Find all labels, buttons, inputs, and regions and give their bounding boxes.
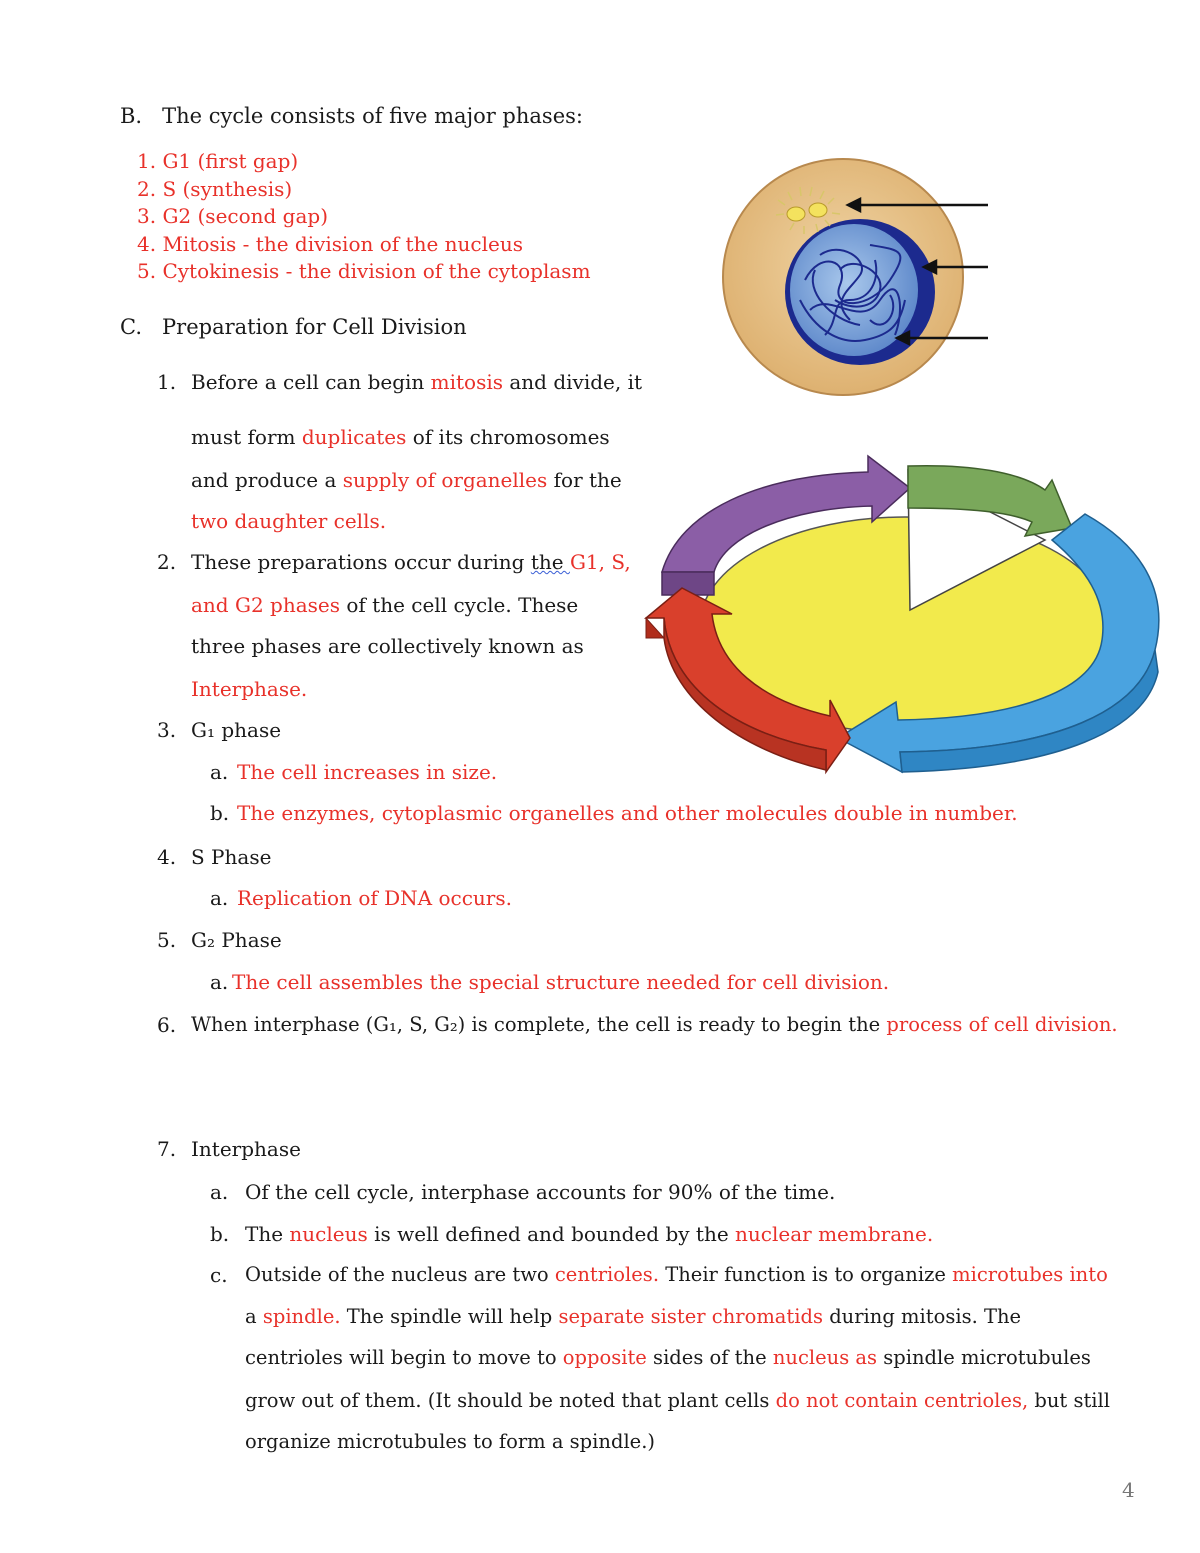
section-b-heading: B. The cycle consists of five major phases: — [120, 104, 583, 128]
item-1-line-2: must form duplicates of its chromosomes — [191, 425, 610, 449]
item-4-number: 4. — [157, 845, 177, 869]
item-2-line-3: three phases are collectively known as — [191, 634, 584, 658]
item-3a-letter: a. — [210, 760, 229, 784]
item-7c-letter: c. — [210, 1263, 228, 1287]
phase-list — [137, 148, 591, 286]
item-1-line-4: two daughter cells. — [191, 509, 387, 533]
item-5a-text: The cell assembles the special structure needed for cell division. — [232, 970, 890, 994]
item-4a-text: Replication of DNA occurs. — [237, 886, 512, 910]
phase-item: 5. Cytokinesis - the division of the cytoplasm — [137, 259, 591, 283]
item-3b-letter: b. — [210, 801, 230, 825]
item-5-title: G₂ Phase — [191, 928, 282, 952]
page-number: 4 — [1122, 1478, 1135, 1502]
item-3b-text: The enzymes, cytoplasmic organelles and other molecules double in number. — [237, 801, 1018, 825]
item-1-line-1: Before a cell can begin mitosis and divide, it — [191, 370, 643, 394]
item-7a-letter: a. — [210, 1180, 229, 1204]
item-7a-text: Of the cell cycle, interphase accounts for 90% of the time. — [245, 1180, 836, 1204]
item-3a-text: The cell increases in size. — [237, 760, 498, 784]
interphase-cell-diagram — [700, 160, 1000, 410]
item-6-number: 6. — [157, 1013, 177, 1037]
cell-cycle-diagram — [640, 450, 1170, 780]
item-2-line-1: These preparations occur during the G1, S, — [191, 550, 631, 574]
item-7-number: 7. — [157, 1137, 177, 1161]
item-7-title: Interphase — [191, 1137, 301, 1161]
phase-item: 4. Mitosis - the division of the nucleus — [137, 231, 523, 256]
section-c-heading: C. Preparation for Cell Division — [120, 315, 467, 339]
item-7c-line-2: a spindle. The spindle will help separate sister chromatids during mitosis. The — [245, 1305, 1022, 1328]
item-2-number: 2. — [157, 550, 177, 574]
item-3-title: G₁ phase — [191, 718, 282, 742]
item-7c-line-1: Outside of the nucleus are two centrioles. Their function is to organize microtubes into — [245, 1263, 1108, 1286]
item-3-number: 3. — [157, 718, 177, 742]
item-4-title: S Phase — [191, 845, 272, 869]
item-1-number: 1. — [157, 370, 177, 394]
item-4a-letter: a. — [210, 886, 229, 910]
item-2-line-2: and G2 phases of the cell cycle. These — [191, 593, 579, 617]
item-6-text: When interphase (G₁, S, G₂) is complete, the cell is ready to begin the process of cell division. — [191, 1013, 1118, 1036]
phase-item: 3. G2 (second gap) — [137, 204, 329, 228]
item-7c-line-3: centrioles will begin to move to opposite sides of the nucleus as spindle microtubules — [245, 1346, 1091, 1369]
item-7c-line-4: grow out of them. (It should be noted that plant cells do not contain centrioles, but still — [245, 1389, 1110, 1412]
phase-item: 1. G1 (first gap) — [137, 149, 299, 173]
item-5a-letter: a. — [210, 970, 229, 994]
item-1-line-3: and produce a supply of organelles for the — [191, 468, 622, 492]
phase-item: 2. S (synthesis) — [137, 176, 293, 201]
item-7c-line-5: organize microtubules to form a spindle.) — [245, 1430, 656, 1453]
item-5-number: 5. — [157, 928, 177, 952]
item-7b-letter: b. — [210, 1222, 230, 1246]
item-7b-text: The nucleus is well defined and bounded by the nuclear membrane. — [245, 1222, 934, 1246]
item-2-line-4: Interphase. — [191, 677, 308, 701]
